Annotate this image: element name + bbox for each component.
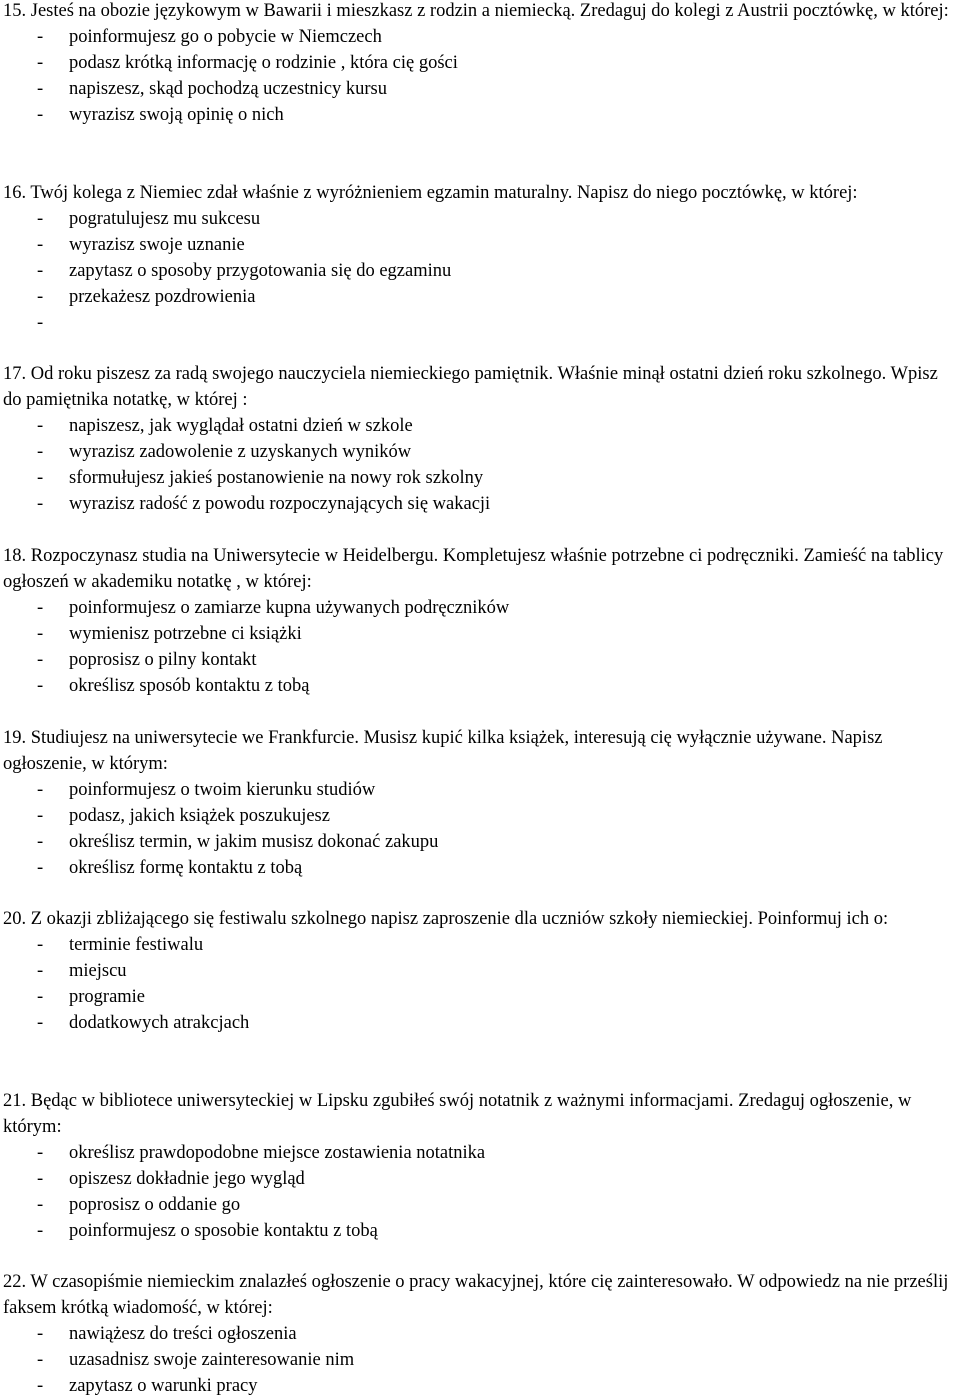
bullet-dash: - [37,832,44,852]
bullet-dash: - [37,416,44,436]
task-21 [3,1088,958,1244]
list-item-text: poprosisz o oddanie go [69,1195,241,1215]
list-item-text: poinformujesz o twoim kierunku studiów [69,780,376,800]
bullet-dash: - [37,961,44,981]
bullet-dash: - [37,1376,44,1396]
task-intro: 21. Będąc w bibliotece uniwersyteckiej w Lipsku zgubiłeś swój notatnik z ważnymi informacjami. Zredaguj ogłoszenie, w którym: [3,1091,912,1137]
list-item-text: opiszesz dokładnie jego wygląd [69,1169,305,1189]
list-item-text: zapytasz o warunki pracy [69,1376,258,1396]
bullet-dash: - [37,935,44,955]
list-item-text: poinformujesz o zamiarze kupna używanych podręczników [69,598,510,618]
task-intro: 18. Rozpoczynasz studia na Uniwersytecie w Heidelbergu. Kompletujesz właśnie potrzebne ci podręczniki. Zamieść na tablicy ogłoszeń w akademiku notatkę , w której: [3,546,944,592]
list-item [3,595,958,621]
list-item [3,206,958,232]
list-item [3,102,958,128]
list-item-text: zapytasz o sposoby przygotowania się do egzaminu [69,261,452,281]
list-item [3,932,958,958]
list-item [3,310,958,336]
bullet-dash: - [37,79,44,99]
list-item-text: przekażesz pozdrowienia [69,287,256,307]
task-19 [3,725,958,881]
bullet-dash: - [37,1221,44,1241]
list-item [3,1192,958,1218]
list-item-text: podasz, jakich książek poszukujesz [69,806,330,826]
bullet-dash: - [37,1324,44,1344]
bullet-dash: - [37,442,44,462]
bullet-dash: - [37,650,44,670]
list-item-text: wyrazisz radość z powodu rozpoczynających się wakacji [69,494,491,514]
list-item-text: wymienisz potrzebne ci książki [69,624,302,644]
list-item-text: napiszesz, skąd pochodzą uczestnicy kursu [69,79,387,99]
bullet-dash: - [37,261,44,281]
task-intro: 19. Studiujesz na uniwersytecie we Frankfurcie. Musisz kupić kilka książek, interesują cię wyłącznie używane. Napisz ogłoszenie, w którym: [3,728,883,774]
bullet-dash: - [37,53,44,73]
task-intro: 15. Jesteś na obozie językowym w Bawarii i mieszkasz z rodzin a niemiecką. Zredaguj do kolegi z Austrii pocztówkę, w której: [3,1,949,21]
list-item-text: terminie festiwalu [69,935,204,955]
list-item-text: wyrazisz swoje uznanie [69,235,245,255]
bullet-dash: - [37,780,44,800]
list-item [3,647,958,673]
list-item [3,1321,958,1347]
list-item-text: dodatkowych atrakcjach [69,1013,250,1033]
list-item [3,984,958,1010]
bullet-dash: - [37,494,44,514]
list-item [3,621,958,647]
bullet-dash: - [37,987,44,1007]
task-intro: 16. Twój kolega z Niemiec zdał właśnie z wyróżnieniem egzamin maturalny. Napisz do niego pocztówkę, w której: [3,183,858,203]
bullet-dash: - [37,287,44,307]
list-item-text: poinformujesz go o pobycie w Niemczech [69,27,382,47]
list-item [3,1010,958,1036]
list-item [3,439,958,465]
list-item [3,24,958,50]
list-item [3,76,958,102]
list-item-text: sformułujesz jakieś postanowienie na nowy rok szkolny [69,468,484,488]
list-item [3,673,958,699]
list-item-text: określisz sposób kontaktu z tobą [69,676,310,696]
task-18 [3,543,958,699]
bullet-dash: - [37,1169,44,1189]
list-item [3,50,958,76]
list-item [3,1347,958,1373]
list-item [3,855,958,881]
list-item [3,465,958,491]
bullet-dash: - [37,27,44,47]
list-item-text: uzasadnisz swoje zainteresowanie nim [69,1350,355,1370]
bullet-dash: - [37,468,44,488]
list-item-text: wyrazisz zadowolenie z uzyskanych wyników [69,442,412,462]
bullet-dash: - [37,313,44,333]
list-item [3,1373,958,1399]
task-15 [3,0,958,128]
list-item [3,958,958,984]
bullet-dash: - [37,209,44,229]
bullet-dash: - [37,235,44,255]
list-item [3,803,958,829]
list-item [3,777,958,803]
task-intro: 22. W czasopiśmie niemieckim znalazłeś ogłoszenie o pracy wakacyjnej, które cię zainteresowało. W odpowiedz na nie prześlij faksem krótką wiadomość, w której: [3,1272,949,1318]
list-item [3,258,958,284]
list-item-text: określisz prawdopodobne miejsce zostawienia notatnika [69,1143,486,1163]
bullet-dash: - [37,858,44,878]
bullet-dash: - [37,1195,44,1215]
bullet-dash: - [37,105,44,125]
bullet-dash: - [37,1143,44,1163]
list-item [3,1218,958,1244]
list-item-text: nawiążesz do treści ogłoszenia [69,1324,297,1344]
list-item-text: poinformujesz o sposobie kontaktu z tobą [69,1221,378,1241]
task-16 [3,180,958,336]
list-item-text: programie [69,987,146,1007]
bullet-dash: - [37,598,44,618]
list-item-text: wyrazisz swoją opinię o nich [69,105,284,125]
list-item [3,232,958,258]
list-item-text: określisz termin, w jakim musisz dokonać zakupu [69,832,439,852]
list-item [3,1140,958,1166]
list-item-text: napiszesz, jak wyglądał ostatni dzień w szkole [69,416,413,436]
list-item [3,284,958,310]
task-20 [3,906,958,1036]
list-item [3,491,958,517]
bullet-dash: - [37,624,44,644]
list-item [3,1166,958,1192]
task-17 [3,361,958,517]
list-item-text: określisz formę kontaktu z tobą [69,858,303,878]
list-item-text: podasz krótką informację o rodzinie , która cię gości [69,53,458,73]
bullet-dash: - [37,1013,44,1033]
bullet-dash: - [37,1350,44,1370]
list-item [3,413,958,439]
task-intro: 17. Od roku piszesz za radą swojego nauczyciela niemieckiego pamiętnik. Właśnie minął ostatni dzień roku szkolnego. Wpisz do pamiętnika notatkę, w której : [3,364,938,410]
list-item-text: miejscu [69,961,127,981]
list-item-text: pogratulujesz mu sukcesu [69,209,261,229]
list-item [3,829,958,855]
task-22 [3,1269,958,1399]
bullet-dash: - [37,806,44,826]
list-item-text: poprosisz o pilny kontakt [69,650,257,670]
bullet-dash: - [37,676,44,696]
task-intro: 20. Z okazji zbliżającego się festiwalu szkolnego napisz zaproszenie dla uczniów szkoły niemieckiej. Poinformuj ich o: [3,909,889,929]
